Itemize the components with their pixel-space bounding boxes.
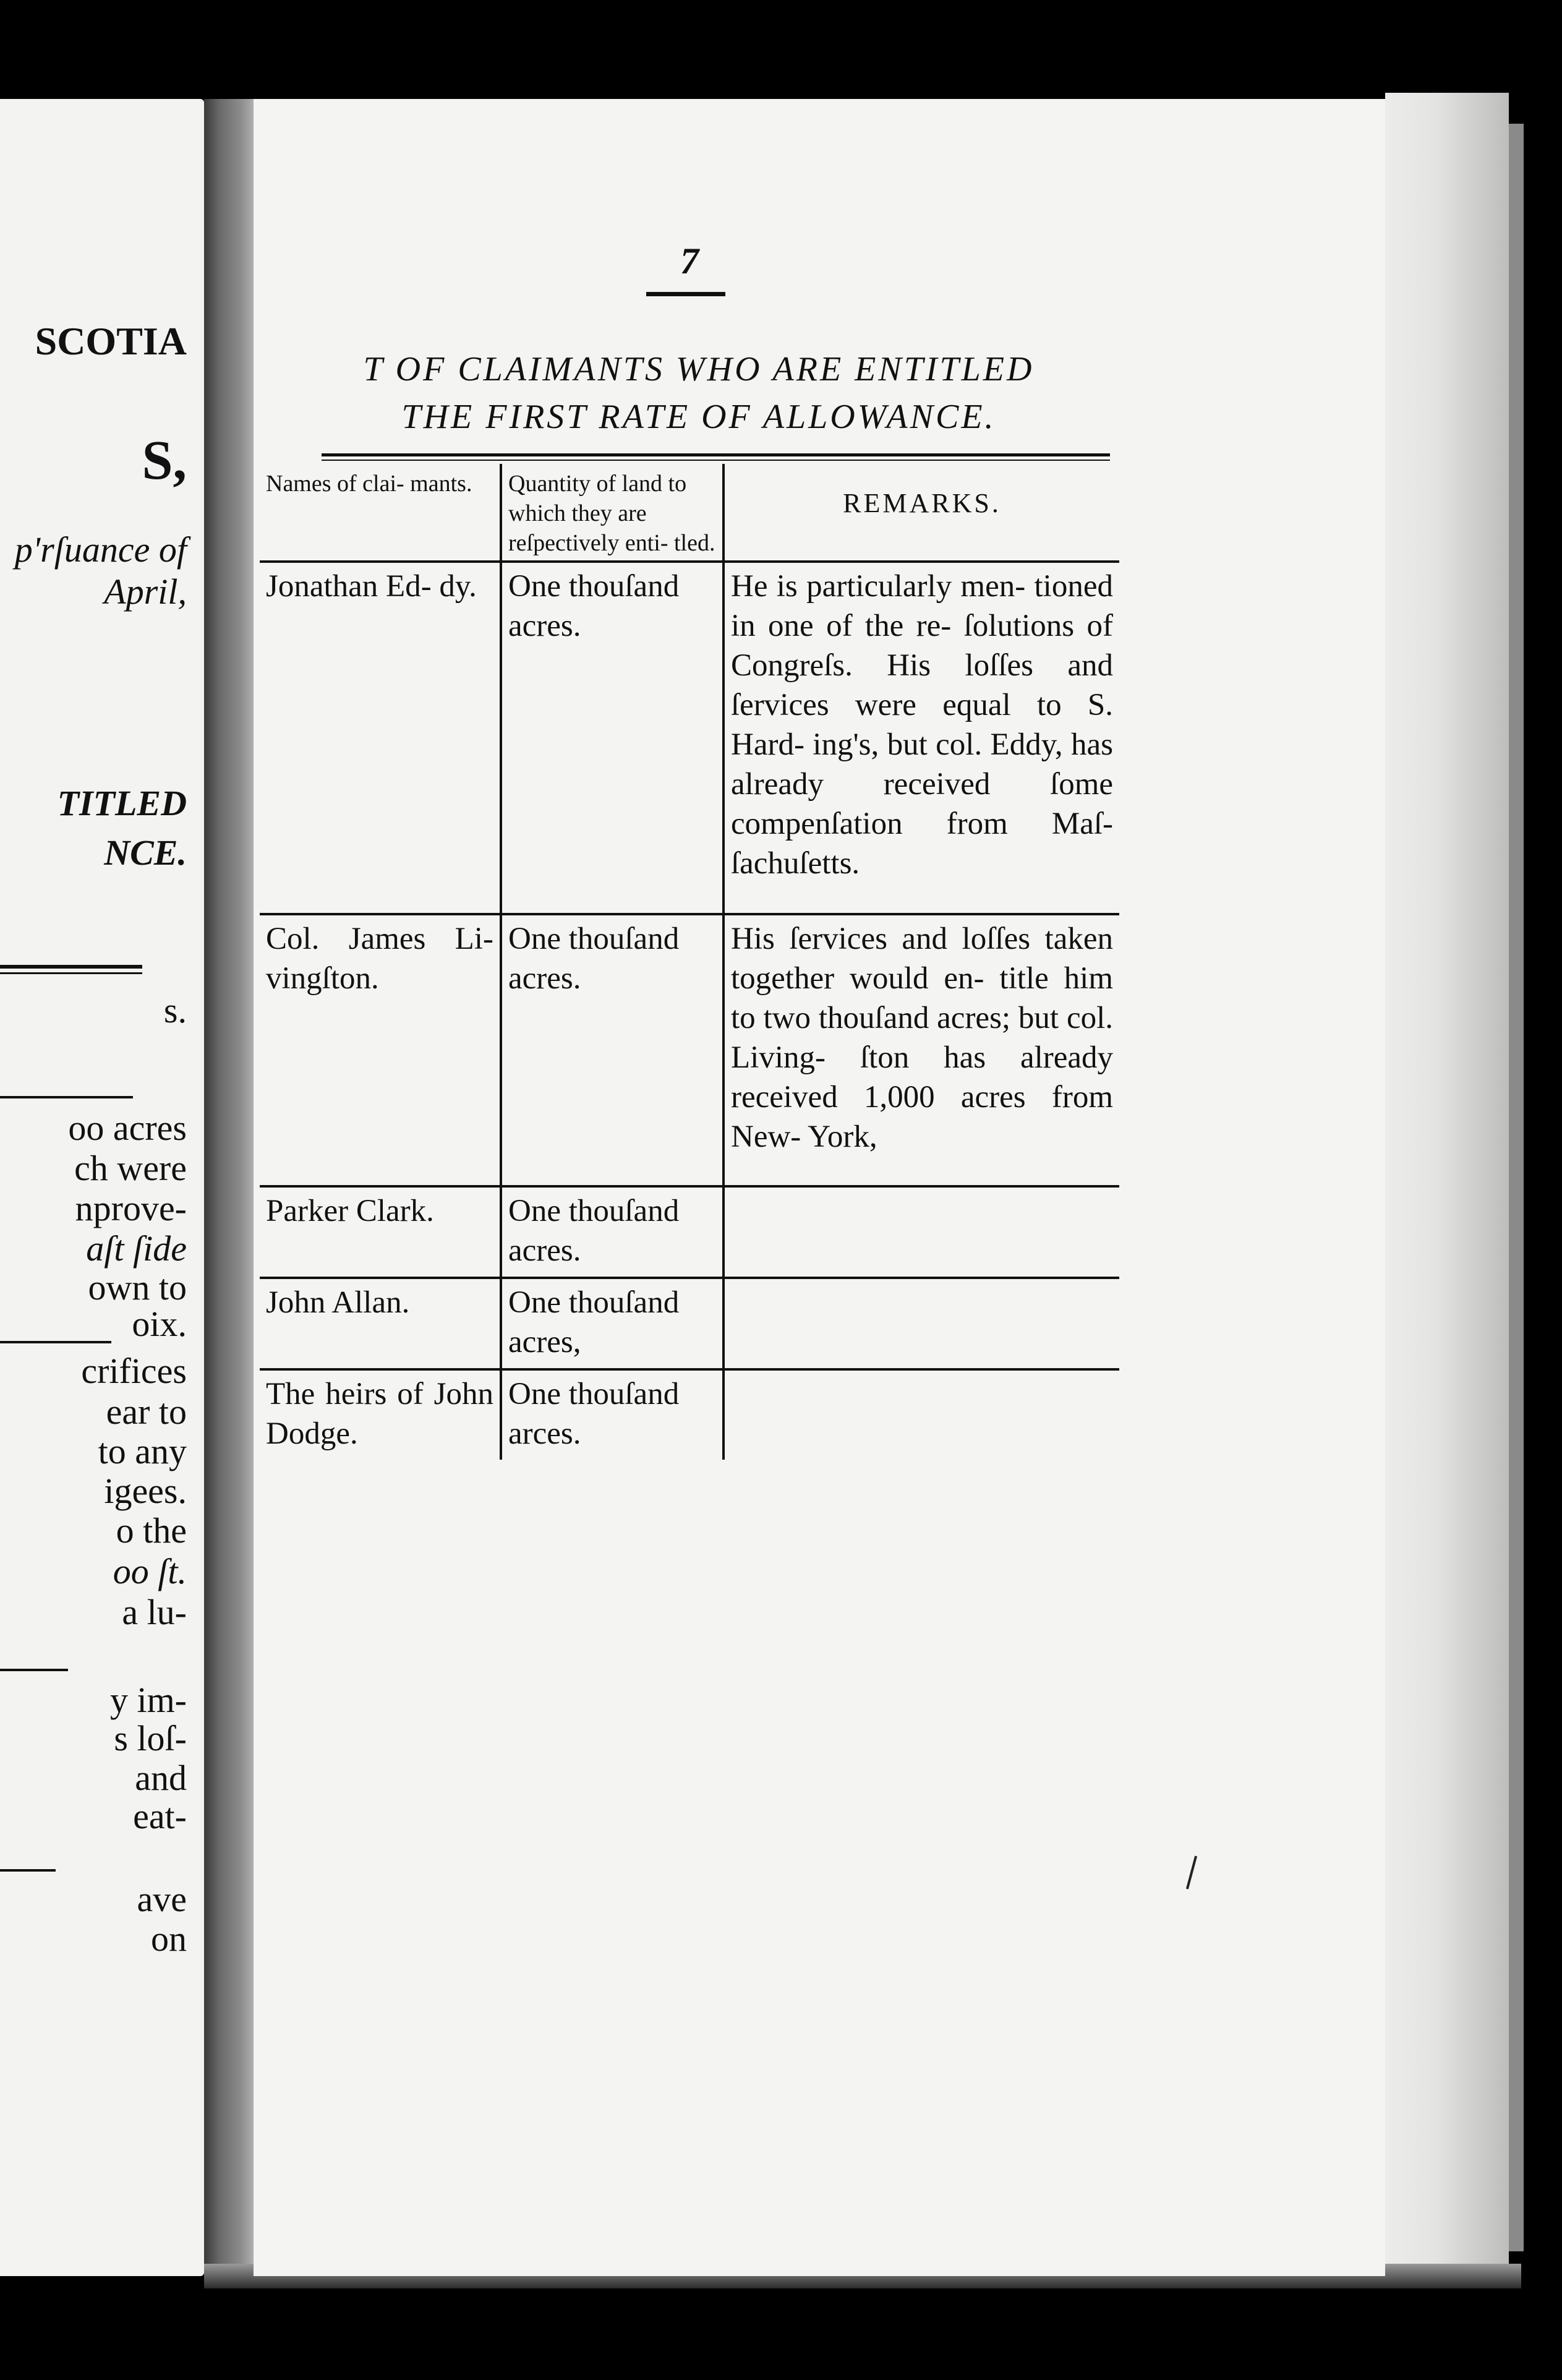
left-facing-page: [0, 99, 204, 2276]
left-fragment: S,: [142, 430, 187, 491]
left-fragment: s loſ-: [114, 1718, 187, 1758]
left-rule: [0, 965, 142, 969]
claimant-name: Parker Clark.: [260, 1186, 501, 1278]
heading-rule: [322, 453, 1110, 456]
table-header-row: [260, 464, 1119, 562]
table-row: [260, 1369, 1119, 1460]
header-names: Names of clai- mants.: [260, 464, 501, 562]
left-fragment: s.: [163, 990, 187, 1030]
remarks-cell: [723, 1278, 1119, 1369]
left-fragment: April,: [104, 571, 187, 612]
section-heading-line2: THE FIRST RATE OF ALLOWANCE.: [401, 398, 996, 436]
remarks-cell: [723, 1369, 1119, 1460]
heading-rule: [322, 460, 1110, 461]
claimant-name: Col. James Li- vingſton.: [260, 914, 501, 1186]
left-fragment: ear to: [106, 1392, 187, 1432]
land-quantity: One thouſand acres,: [501, 1278, 723, 1369]
left-fragment: SCOTIA: [35, 319, 187, 363]
table-row: [260, 914, 1119, 1186]
page-edges: [1385, 93, 1509, 2282]
left-fragment: to any: [98, 1431, 187, 1471]
left-rule: [0, 1869, 56, 1872]
left-fragment: oix.: [132, 1304, 187, 1344]
header-quantity: Quantity of land to which they are reſpectively enti- tled.: [501, 464, 723, 562]
left-rule: [0, 1341, 111, 1343]
left-fragment: NCE.: [104, 833, 187, 873]
claimant-name: The heirs of John Dodge.: [266, 1377, 493, 1451]
land-quantity: One thouſand acres.: [501, 1186, 723, 1278]
left-fragment: oo acres: [68, 1108, 187, 1148]
section-heading-line1: T OF CLAIMANTS WHO ARE ENTITLED: [363, 350, 1035, 388]
left-fragment: igees.: [104, 1471, 187, 1511]
left-fragment: oo ſt.: [113, 1551, 187, 1591]
left-fragment: a lu-: [122, 1592, 187, 1632]
header-remarks: REMARKS.: [723, 464, 1119, 562]
left-fragment: eat-: [133, 1796, 187, 1836]
left-fragment: on: [151, 1919, 187, 1959]
left-fragment: aſt ſide: [86, 1228, 187, 1269]
table-row: [260, 562, 1119, 914]
left-fragment: own to: [88, 1267, 187, 1308]
page-edge-shadow: [1509, 124, 1524, 2251]
remarks-cell: He is particularly men- tioned in one of the re- ſolutions of Congreſs. His loſſes and ſervices were equal to S. Hard- ing's, but col. Eddy, has already received ſome compenſation from Maſ- ſachuſetts.: [723, 562, 1119, 914]
left-fragment: p'rſuance of: [14, 529, 187, 570]
claimant-name: John Allan.: [260, 1278, 501, 1369]
remarks-cell: [723, 1186, 1119, 1278]
land-quantity: One thouſand acres.: [501, 914, 723, 1186]
page-number-rule: [646, 292, 725, 296]
left-fragment: ave: [137, 1879, 187, 1919]
claimants-table: [260, 464, 1119, 1460]
left-rule: [0, 972, 142, 974]
left-fragment: TITLED: [57, 783, 187, 823]
remarks-cell: His ſervices and loſſes taken together would en- title him to two thouſand acres; but col. Living- ſton has already received 1,000 acres from New- York,: [723, 914, 1119, 1186]
left-fragment: crifices: [81, 1351, 187, 1391]
book-gutter: [204, 99, 257, 2276]
land-quantity: One thouſand acres.: [501, 562, 723, 914]
left-fragment: and: [135, 1758, 187, 1798]
left-fragment: ch were: [74, 1148, 187, 1188]
page-number: 7: [680, 241, 699, 281]
left-rule: [0, 1096, 133, 1098]
claimant-name: Jonathan Ed- dy.: [260, 562, 501, 914]
table-row: [260, 1186, 1119, 1278]
left-fragment: o the: [116, 1510, 187, 1551]
table-row: [260, 1278, 1119, 1369]
left-fragment: y im-: [109, 1680, 187, 1720]
left-rule: [0, 1669, 68, 1671]
left-fragment: nprove-: [75, 1188, 187, 1228]
land-quantity: One thouſand arces.: [501, 1369, 723, 1460]
